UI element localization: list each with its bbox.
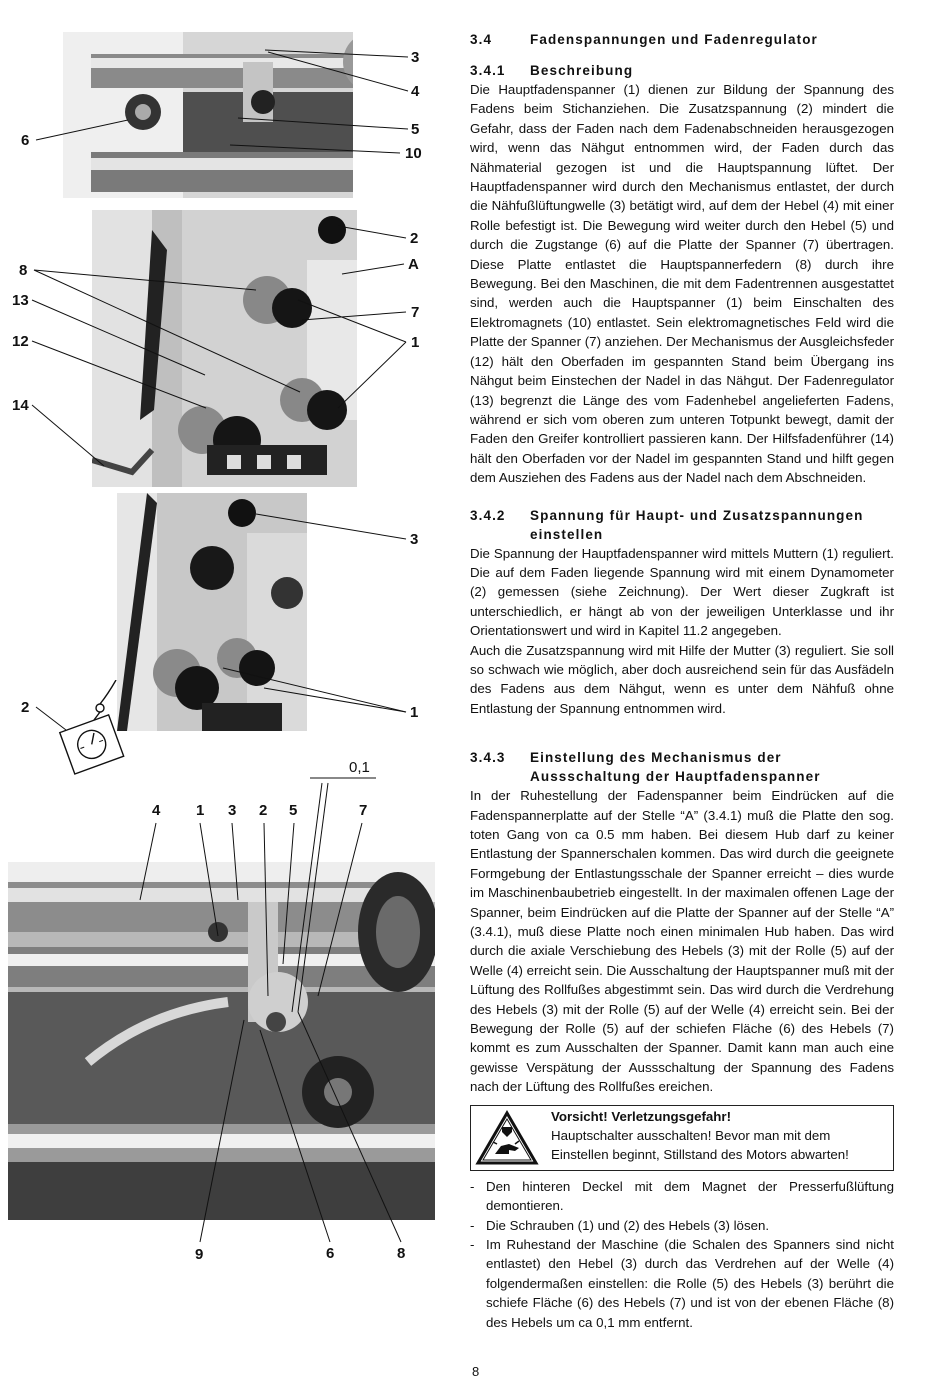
warning-box <box>470 1105 894 1171</box>
procedure-steps <box>470 1177 894 1332</box>
fig3-label-3: 3 <box>410 531 419 548</box>
section-3-4-heading <box>470 30 894 49</box>
figure-3-photo <box>117 493 307 731</box>
page-number: 8 <box>472 1364 480 1379</box>
fig4-label-4: 4 <box>152 802 161 819</box>
fig4-label-gap: 0,1 <box>349 759 370 776</box>
fig4-label-1: 1 <box>196 802 205 819</box>
fig3-label-2: 2 <box>21 699 30 716</box>
figure-2-photo <box>92 210 357 487</box>
fig4-label-7: 7 <box>359 802 368 819</box>
dynamometer-drawing <box>58 680 128 775</box>
fig2-label-1: 1 <box>411 334 420 351</box>
section-3-4-1-text: Die Hauptfadenspanner (1) dienen zur Bildung der Spannung des Fadens beim Stichanziehen. Die Zusatzspannung (2) mindert die Gefahr, dass der Faden nach dem Fadenabschneiden herausgezogen wird, wenn das Nähgut entnommen wird, der Faden durch das Nähmaterial gezogen ist und die Hauptspannung lüftet. Der Hauptfadenspanner wird durch den Mechanismus entlastet, der durch die Nähfußlüftungwelle (3) betätigt wird, auf dem der Hebel (4) mit einer Rolle befestigt ist. Die Bewegung wird weiter durch den Hebel (5) und durch die Zugstange (6) auf die Platte der Spanner (7) übertragen. Diese Platte entlastet die Hauptspannerfedern (8) durch ihre Bewegung. Bei den Maschinen, die mit dem Fadentrennen ausgestattet sind, werden auch die Hauptspanner (1) beim Einschalten des Elektromagnets (10) entlastet. Sein elektromagnetisches Feld wird die Platte der Spanner (7) anziehen. Der Mechanismus der Ausgleichsfeder (12) hält den Oberfaden im gespannten Stand beim Übergang ins Nähgut beim Einstechen der Nadel in das Nähgut. Der Fadenregulator (13) begrenzt die Länge des vom Fadenhebel angelieferten Fadens, während er sich vom oberen zum unteren Totpunkt bewegt, damit der Faden den Greifer kontrolliert passieren kann. Der Hilfsfadenführer (14) hält den Oberfaden vor der Nadel im gespannten Stand und hilft gegen dem Ausziehen des Fadens aus der Nadel nach dem Abschneiden. <box>470 82 894 486</box>
section-3-4-2-number: 3.4.2 <box>470 507 506 523</box>
figure-4-photo <box>8 862 435 1220</box>
section-3-4-2-title: Spannung für Haupt- und Zusatzspannungen einstellen <box>530 507 864 542</box>
figure-1-photo <box>63 32 353 198</box>
section-3-4-3-text: In der Ruhestellung der Fadenspanner beim Eindrücken auf die Fadenspannerplatte auf der Stelle “A” (3.4.1) muß die Platte den sog. toten Gang von ca 0.5 mm haben. Bei diesem Hub darf zu keiner Entlastung der Spannerschalen kommen. Das wird durch die geeignete Formgebung der Entlastungsschale der Spanner erreicht – dies wurde im Maschinenbaubetrieb eingestellt. In der maximalen offenen Lage der Spanner, beim Eindrücken auf die Platte der Spanner auf der Stelle “A” (3.4.1), muß diese Platte noch einen minimalen Hub haben. Das wird durch die axiale Verschiebung des Hebels (3) mit der Rolle (5) auf der Welle (4) erreicht sein. Die Ausschaltung der Hauptspanner muß mit der Lüftung des Rollfußes abgestimmt sein. Das wird durch die Verdrehung des Hebels (3) mit der Rolle (5) auf der Welle (4) erreicht sein. Bei der Bewegung der Rolle (5) auf der schiefen Fläche (6) des Hebels (7) kommt es zum Ausschalten der Spanner. Damit kann man auch eine gewisse Verspätung der Aussschaltung der Spannung des Fadens nach der Lüftung des Rollfußes ereichen. <box>470 788 894 1095</box>
section-3-4-3-title: Einstellung des Mechanismus der Aussschaltung der Hauptfadenspanner <box>530 750 821 785</box>
fig2-label-2: 2 <box>410 230 419 247</box>
fig2-label-12: 12 <box>12 333 29 350</box>
fig4-label-3: 3 <box>228 802 237 819</box>
fig2-label-7: 7 <box>411 304 420 321</box>
section-3-4-number: 3.4 <box>470 32 493 47</box>
section-3-4-2-text-2: Auch die Zusatzspannung wird mit Hilfe der Mutter (3) reguliert. Sie soll so schwach wie möglich, aber doch ausreichend sein für das Ausfädeln des Fadens aus dem Nähgut, wenn es unter dem Nähfuß ohne Entlastung der Spannung entnommen wird. <box>470 642 894 716</box>
fig4-label-9: 9 <box>195 1246 204 1263</box>
section-3-4-3-heading <box>470 748 894 786</box>
section-3-4-title: Fadenspannungen und Fadenregulator <box>530 32 818 47</box>
fig2-label-13: 13 <box>12 292 29 309</box>
figure-1-drawing <box>63 32 353 198</box>
fig1-label-6: 6 <box>21 132 30 149</box>
text-column <box>470 30 894 1332</box>
fig2-label-A: A <box>408 256 419 273</box>
warning-title: Vorsicht! Verletzungsgefahr! <box>551 1108 732 1124</box>
list-item: - Die Schrauben (1) und (2) des Hebels (3) lösen. <box>470 1216 894 1235</box>
fig3-label-1: 1 <box>410 704 419 721</box>
section-3-4-1-heading <box>470 61 894 80</box>
list-item: - Den hinteren Deckel mit dem Magnet der Presserfußlüftung demontieren. <box>470 1177 894 1216</box>
figure-2-drawing <box>92 210 357 487</box>
fig4-label-2: 2 <box>259 802 268 819</box>
fig1-label-3: 3 <box>411 49 420 66</box>
hand-crush-warning-icon <box>475 1110 539 1166</box>
fig2-label-14: 14 <box>12 397 29 414</box>
figure-4-drawing <box>8 862 435 1220</box>
fig1-label-10: 10 <box>405 145 422 162</box>
section-3-4-1-title: Beschreibung <box>530 63 634 78</box>
fig4-label-6: 6 <box>326 1245 335 1262</box>
section-3-4-1-number: 3.4.1 <box>470 63 506 78</box>
section-3-4-3-number: 3.4.3 <box>470 750 506 766</box>
fig2-label-8: 8 <box>19 262 28 279</box>
fig1-label-4: 4 <box>411 83 420 100</box>
fig4-label-5: 5 <box>289 802 298 819</box>
figure-3-drawing <box>117 493 307 731</box>
list-item: - Im Ruhestand der Maschine (die Schalen des Spanners sind nicht entlastet) den Hebel (3) durch das Verdrehen auf der Welle (4) folgendermaßen einstellen: die Rolle (5) des Hebels (3) berührt die schiefe Fläche (6) des Hebels (7) und ist von der ebenen Fläche (8) des Hebels um ca 0,1 mm entfernt. <box>470 1235 894 1332</box>
fig4-label-8: 8 <box>397 1245 406 1262</box>
section-3-4-2-heading <box>470 506 894 544</box>
warning-body: Hauptschalter ausschalten! Bevor man mit dem Einstellen beginnt, Stillstand des Motors abwarten! <box>551 1127 849 1162</box>
fig1-label-5: 5 <box>411 121 420 138</box>
warning-text-block <box>551 1107 889 1164</box>
section-3-4-2-text-1: Die Spannung der Hauptfadenspanner wird mittels Muttern (1) reguliert. Die auf dem Faden liegende Spannung wird mit einem Dynamometer (2) gemessen (siehe Zeichnung). Der Wert dieser Zugkraft ist unterschiedlich, er hängt ab von der jeweiligen Unterklasse und ihr Orientationswert und wird in Kapitel 11.2 angegeben. <box>470 545 894 639</box>
